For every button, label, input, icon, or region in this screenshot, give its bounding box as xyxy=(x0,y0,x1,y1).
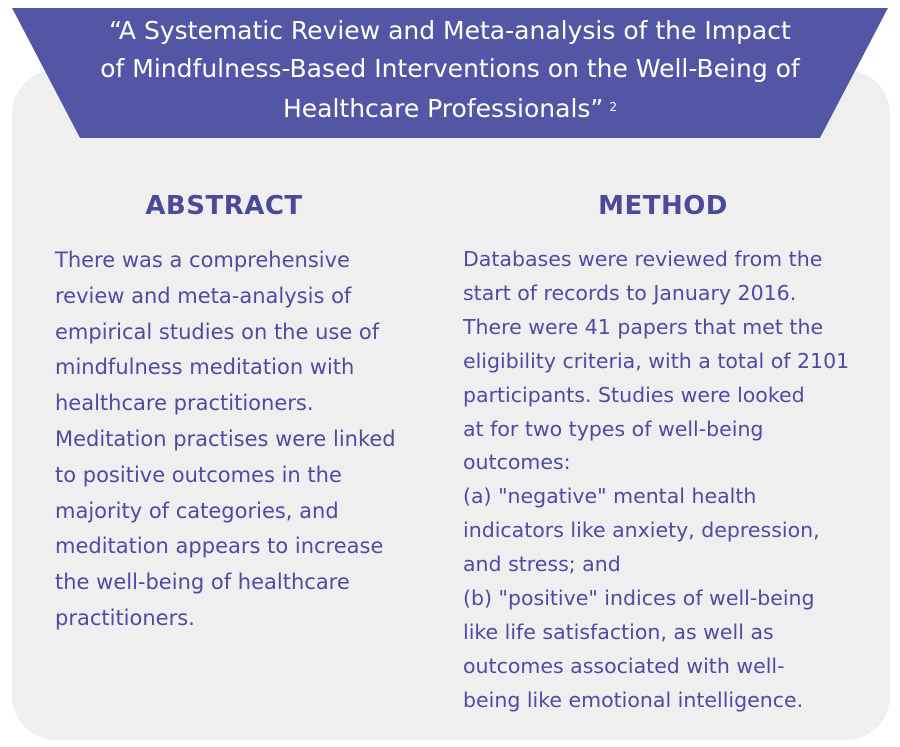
banner-title-text: “A Systematic Review and Meta-analysis of the Impact of Mindfulness-Based Interventions on the Well-Being of Healthcare Professionals” xyxy=(100,16,800,123)
method-line: indicators like anxiety, depression, xyxy=(463,518,820,543)
method-line: being like emotional intelligence. xyxy=(463,687,804,712)
method-line: outcomes: xyxy=(463,450,571,475)
banner-title xyxy=(100,12,800,128)
method-line: (b) "positive" indices of well-being xyxy=(463,586,815,611)
method-line: eligibility criteria, with a total of 2101 xyxy=(463,348,850,373)
method-heading: METHOD xyxy=(598,191,728,221)
method-line: and stress; and xyxy=(463,552,621,577)
method-line: outcomes associated with well- xyxy=(463,653,785,678)
abstract-text: There was a comprehensive review and meta-analysis of empirical studies on the use of mindfulness meditation with healthcare practitioners. Meditation practises were linked to positive outcomes in the majority of categories, and meditation appears to increase the well-being of healthcare practitioners. xyxy=(55,248,396,630)
method-text xyxy=(463,243,883,718)
footnote-marker: 2 xyxy=(609,100,618,114)
abstract-heading: ABSTRACT xyxy=(145,191,303,221)
method-line: There were 41 papers that met the xyxy=(463,314,824,339)
method-line: at for two types of well-being xyxy=(463,416,764,441)
method-line: like life satisfaction, as well as xyxy=(463,619,774,644)
method-line: start of records to January 2016. xyxy=(463,280,797,305)
method-line: participants. Studies were looked xyxy=(463,382,805,407)
method-line: (a) "negative" mental health xyxy=(463,484,757,509)
title-banner xyxy=(0,0,900,140)
method-line: Databases were reviewed from the xyxy=(463,247,823,271)
